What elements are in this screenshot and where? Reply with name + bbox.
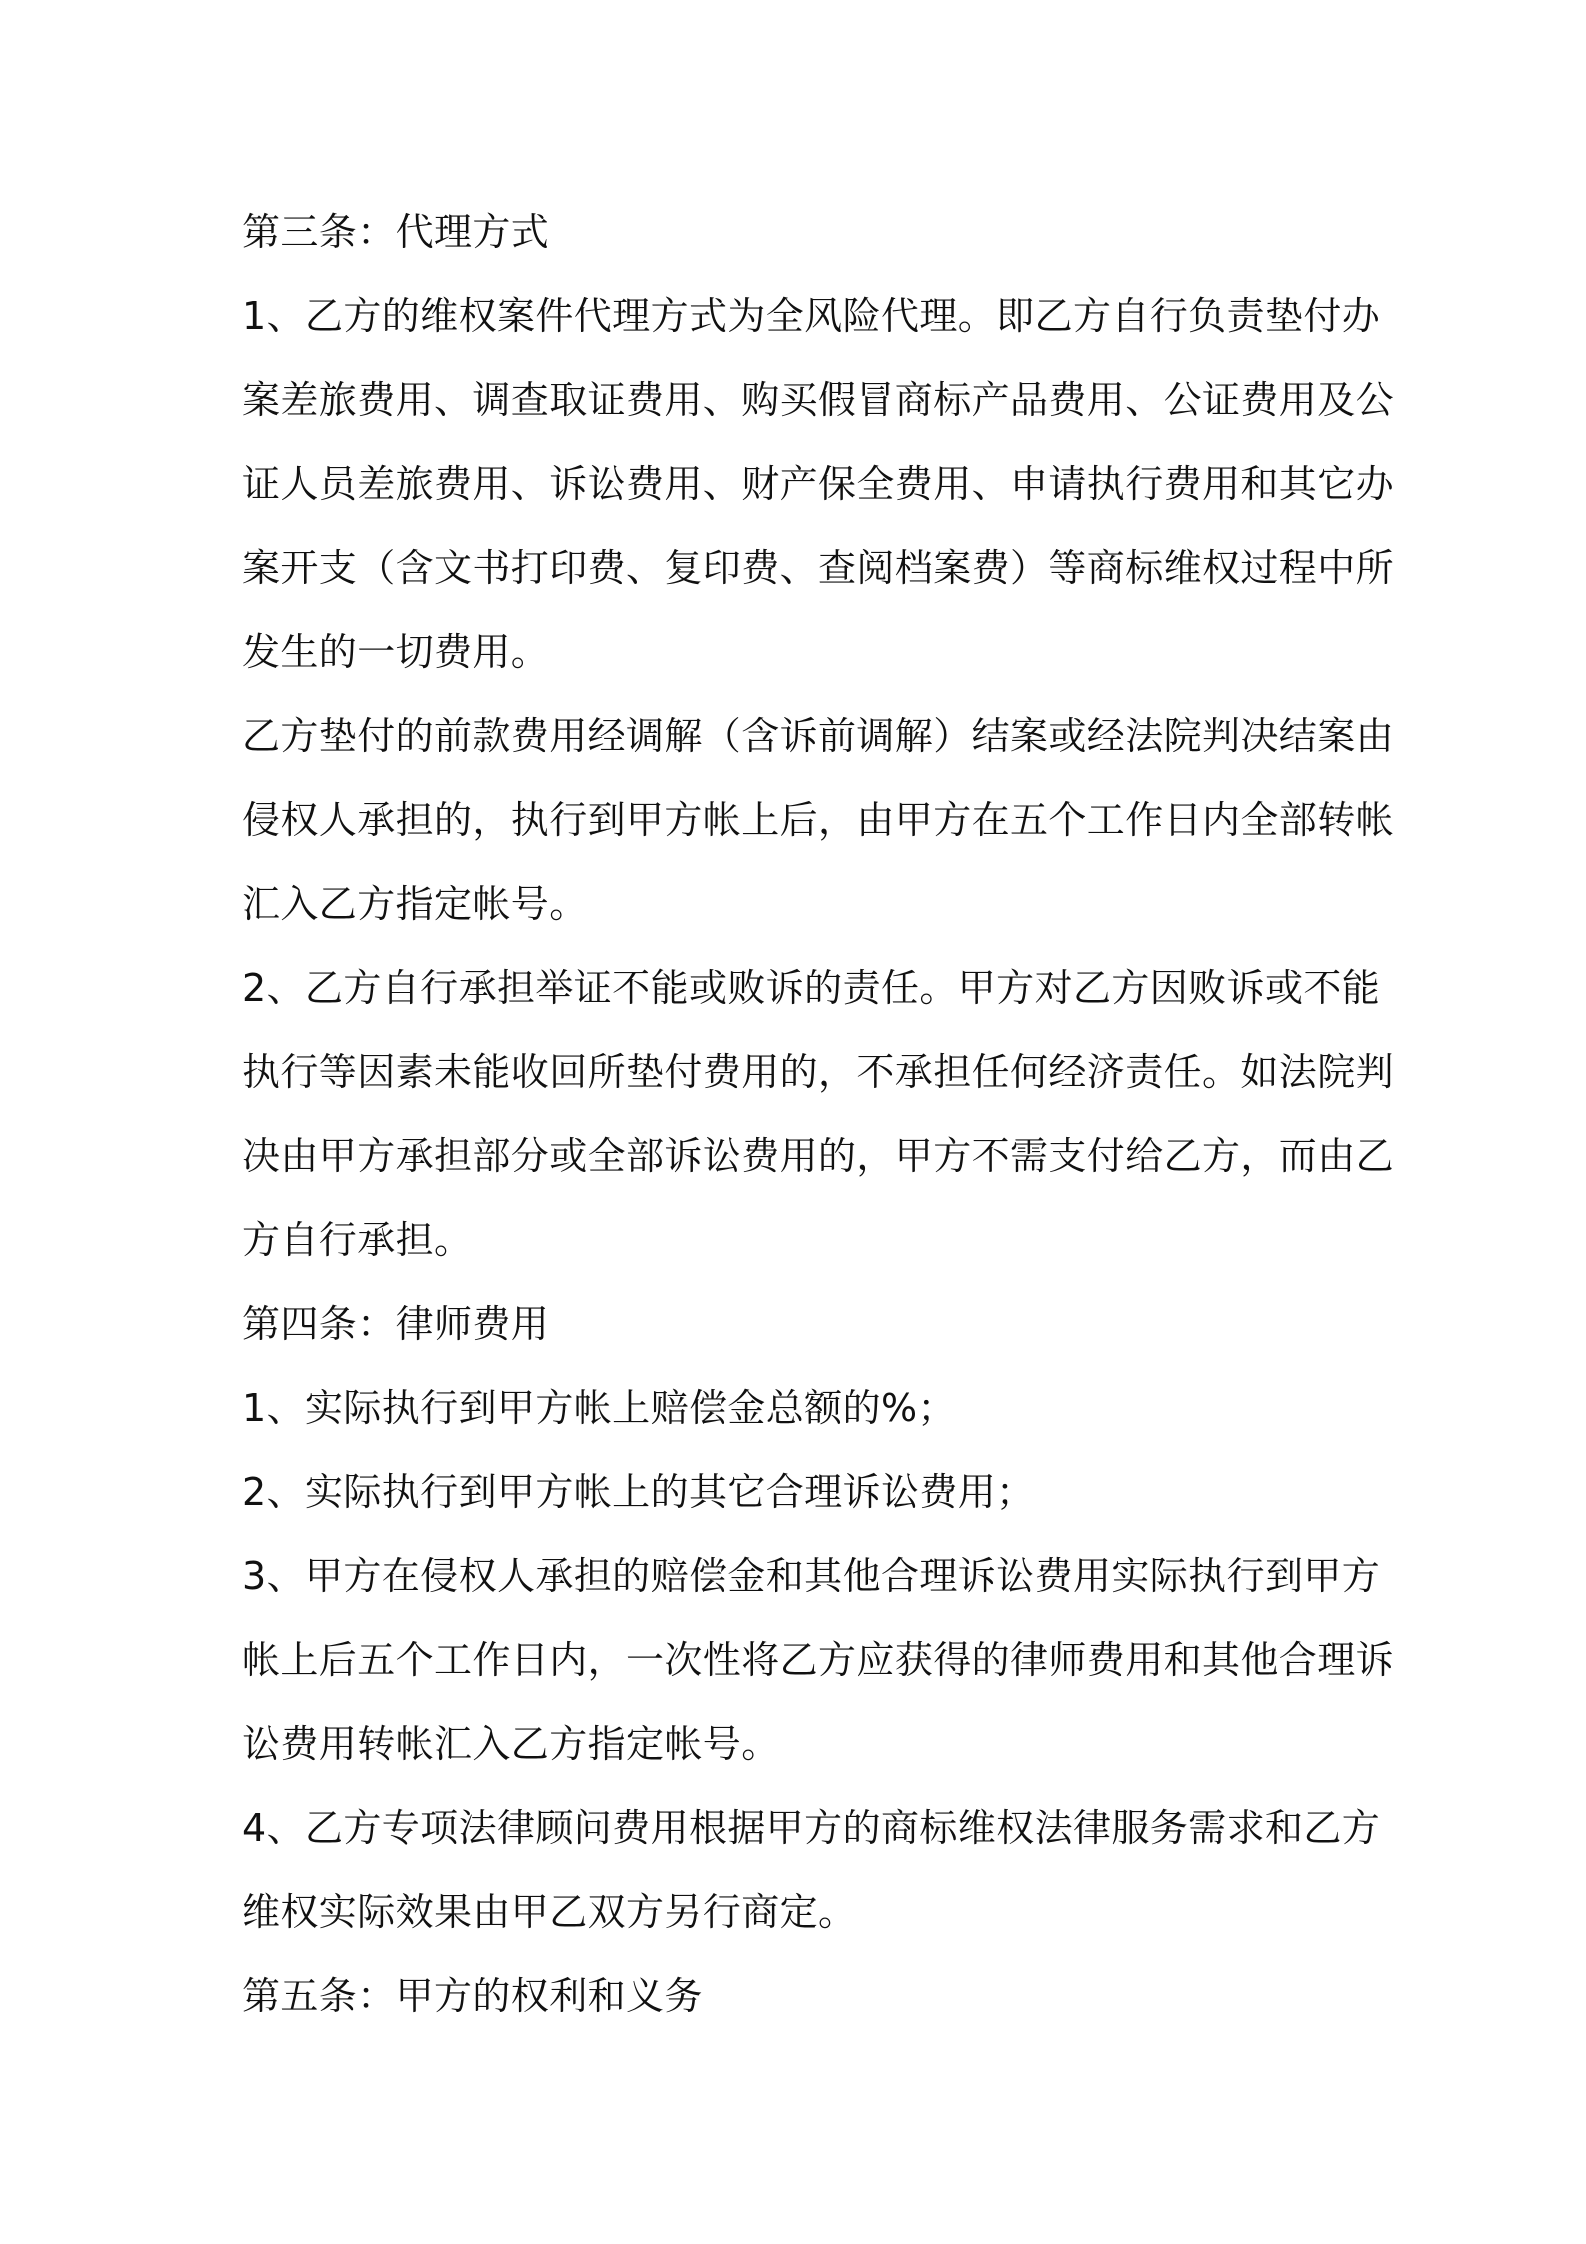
- text-line: 2、实际执行到甲方帐上的其它合理诉讼费用；: [242, 1470, 1035, 1514]
- text-line: 1、乙方的维权案件代理方式为全风险代理。即乙方自行负责垫付办: [242, 294, 1381, 338]
- text-line: 执行等因素未能收回所垫付费用的，不承担任何经济责任。如法院判: [242, 1050, 1395, 1094]
- text-line: 2、乙方自行承担举证不能或败诉的责任。甲方对乙方因败诉或不能: [242, 966, 1381, 1010]
- text-line: 证人员差旅费用、诉讼费用、财产保全费用、申请执行费用和其它办: [242, 462, 1395, 506]
- text-line: 汇入乙方指定帐号。: [242, 882, 588, 926]
- document-page: [242, 190, 1395, 2038]
- text-line: 发生的一切费用。: [242, 630, 550, 674]
- text-line: 帐上后五个工作日内，一次性将乙方应获得的律师费用和其他合理诉: [242, 1638, 1395, 1682]
- text-line: 决由甲方承担部分或全部诉讼费用的，甲方不需支付给乙方，而由乙: [242, 1134, 1395, 1178]
- text-line: 维权实际效果由甲乙双方另行商定。: [242, 1890, 857, 1934]
- text-line: 案差旅费用、调查取证费用、购买假冒商标产品费用、公证费用及公: [242, 378, 1395, 422]
- text-line: 侵权人承担的，执行到甲方帐上后，由甲方在五个工作日内全部转帐: [242, 798, 1395, 842]
- text-line: 方自行承担。: [242, 1218, 473, 1262]
- text-line: 案开支（含文书打印费、复印费、查阅档案费）等商标维权过程中所: [242, 546, 1395, 590]
- text-line: 讼费用转帐汇入乙方指定帐号。: [242, 1722, 780, 1766]
- text-line: 3、甲方在侵权人承担的赔偿金和其他合理诉讼费用实际执行到甲方: [242, 1554, 1381, 1598]
- text-line: 4、乙方专项法律顾问费用根据甲方的商标维权法律服务需求和乙方: [242, 1806, 1381, 1850]
- article-3-heading: 第三条：代理方式: [242, 210, 550, 254]
- text-line: 乙方垫付的前款费用经调解（含诉前调解）结案或经法院判决结案由: [242, 714, 1395, 758]
- text-line: 1、实际执行到甲方帐上赔偿金总额的%；: [242, 1386, 956, 1430]
- article-5-heading: 第五条：甲方的权利和义务: [242, 1974, 703, 2018]
- article-4-heading: 第四条：律师费用: [242, 1302, 550, 1346]
